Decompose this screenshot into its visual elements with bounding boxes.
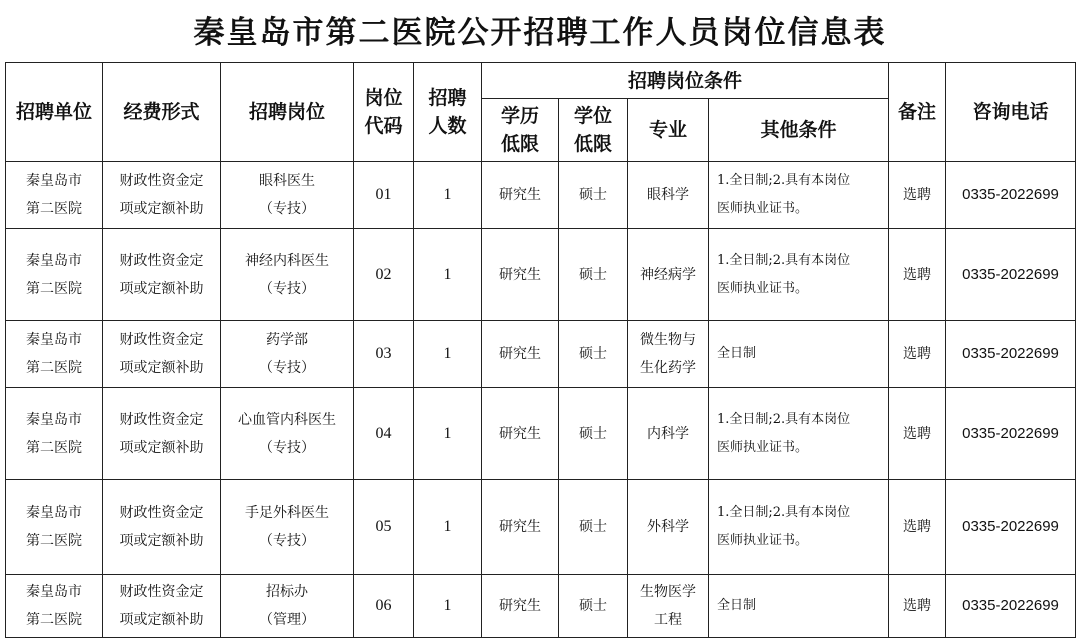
cell-funding (103, 229, 221, 321)
page-title: 秦皇岛市第二医院公开招聘工作人员岗位信息表 (193, 15, 887, 51)
table-row (6, 229, 1076, 321)
table-row (6, 162, 1076, 229)
cell-funding-line-2: 项或定额补助 (119, 439, 204, 456)
cell-post-line-1: 神经内科医生 (245, 252, 329, 269)
cell-post-line-2: （专技） (259, 360, 315, 376)
cell-other (709, 480, 889, 575)
header-count-line-1: 招聘 (428, 87, 467, 109)
cell-count: 1 (414, 575, 482, 638)
cell-funding-line-1: 财政性资金定 (119, 332, 204, 348)
cell-funding-line-2: 项或定额补助 (119, 533, 204, 549)
cell-degree: 硕士 (559, 575, 628, 638)
cell-code: 02 (354, 229, 414, 321)
cell-funding (103, 321, 221, 388)
cell-unit (6, 321, 103, 388)
cell-funding-line-1: 财政性资金定 (119, 505, 204, 521)
cell-major-line-1: 内科学 (647, 425, 689, 442)
cell-funding-line-1: 财政性资金定 (119, 411, 204, 428)
header-code (354, 63, 414, 162)
job-info-table (5, 62, 1076, 638)
cell-other-line-2: 医师执业证书。 (717, 533, 809, 548)
cell-funding-line-2: 项或定额补助 (119, 201, 204, 217)
header-count-line-2: 人数 (428, 115, 467, 137)
cell-funding-line-2: 项或定额补助 (119, 360, 204, 376)
cell-other-line-2: 医师执业证书。 (717, 280, 809, 296)
cell-funding-line-2: 项或定额补助 (119, 280, 204, 297)
cell-unit-line-1: 秦皇岛市 (26, 584, 82, 600)
header-other: 其他条件 (709, 99, 889, 162)
cell-phone: 0335-2022699 (946, 575, 1076, 638)
cell-post (221, 321, 354, 388)
cell-edu: 研究生 (482, 229, 559, 321)
cell-post (221, 480, 354, 575)
cell-unit-line-2: 第二医院 (26, 612, 82, 628)
cell-funding-line-1: 财政性资金定 (119, 252, 204, 269)
cell-other (709, 162, 889, 229)
cell-remark: 选聘 (889, 162, 946, 229)
cell-unit-line-1: 秦皇岛市 (26, 252, 82, 269)
cell-degree: 硕士 (559, 321, 628, 388)
cell-post-line-2: （专技） (259, 533, 315, 549)
cell-code: 04 (354, 388, 414, 480)
cell-other-line-1: 1.全日制;2.具有本岗位 (717, 173, 851, 188)
cell-post-line-1: 招标办 (266, 584, 308, 600)
header-row-1 (6, 63, 1076, 99)
cell-degree: 硕士 (559, 480, 628, 575)
cell-edu: 研究生 (482, 480, 559, 575)
cell-major (628, 162, 709, 229)
cell-post-line-1: 药学部 (266, 332, 308, 348)
header-conditions: 招聘岗位条件 (482, 63, 889, 99)
header-degree (559, 99, 628, 162)
header-degree-line-1: 学位 (573, 105, 612, 127)
cell-phone: 0335-2022699 (946, 162, 1076, 229)
table-row (6, 575, 1076, 638)
cell-other (709, 575, 889, 638)
cell-funding-line-2: 项或定额补助 (119, 612, 204, 628)
cell-remark: 选聘 (889, 575, 946, 638)
cell-post-line-2: （管理） (259, 612, 315, 628)
cell-other (709, 229, 889, 321)
cell-degree: 硕士 (559, 388, 628, 480)
cell-remark: 选聘 (889, 480, 946, 575)
header-remark: 备注 (889, 63, 946, 162)
cell-major-line-2: 工程 (654, 612, 682, 628)
header-funding: 经费形式 (103, 63, 221, 162)
cell-unit-line-1: 秦皇岛市 (26, 332, 82, 348)
cell-major (628, 229, 709, 321)
cell-edu: 研究生 (482, 321, 559, 388)
header-edu-line-1: 学历 (500, 105, 539, 127)
cell-phone: 0335-2022699 (946, 480, 1076, 575)
cell-count: 1 (414, 321, 482, 388)
cell-post (221, 388, 354, 480)
cell-code: 05 (354, 480, 414, 575)
cell-edu: 研究生 (482, 388, 559, 480)
cell-unit (6, 162, 103, 229)
cell-edu: 研究生 (482, 162, 559, 229)
cell-other-line-2: 医师执业证书。 (717, 439, 809, 455)
header-major: 专业 (628, 99, 709, 162)
table-row (6, 388, 1076, 480)
cell-post-line-2: （专技） (259, 439, 315, 456)
header-degree-line-2: 低限 (573, 133, 612, 155)
cell-count: 1 (414, 480, 482, 575)
cell-count: 1 (414, 162, 482, 229)
header-code-line-1: 岗位 (364, 87, 403, 109)
cell-code: 03 (354, 321, 414, 388)
cell-major-line-1: 神经病学 (640, 266, 696, 283)
cell-count: 1 (414, 229, 482, 321)
cell-major (628, 480, 709, 575)
cell-unit-line-1: 秦皇岛市 (26, 505, 82, 521)
cell-unit (6, 229, 103, 321)
header-count (414, 63, 482, 162)
cell-funding-line-1: 财政性资金定 (119, 173, 204, 189)
cell-unit-line-2: 第二医院 (26, 439, 82, 456)
cell-major-line-2: 生化药学 (640, 360, 696, 376)
cell-remark: 选聘 (889, 321, 946, 388)
cell-unit (6, 388, 103, 480)
cell-post (221, 229, 354, 321)
cell-other-line-1: 1.全日制;2.具有本岗位 (717, 252, 851, 268)
cell-post-line-2: （专技） (259, 280, 315, 297)
table-row (6, 321, 1076, 388)
cell-unit-line-2: 第二医院 (26, 280, 82, 297)
cell-unit (6, 575, 103, 638)
cell-major (628, 321, 709, 388)
cell-post-line-1: 手足外科医生 (245, 505, 329, 521)
cell-remark: 选聘 (889, 229, 946, 321)
cell-other-line-1: 1.全日制;2.具有本岗位 (717, 505, 851, 520)
cell-unit-line-2: 第二医院 (26, 360, 82, 376)
cell-major-line-1: 生物医学 (640, 584, 696, 600)
cell-post-line-1: 心血管内科医生 (238, 411, 336, 428)
cell-major-line-1: 外科学 (647, 519, 689, 535)
header-code-line-2: 代码 (364, 115, 403, 137)
header-phone: 咨询电话 (946, 63, 1076, 162)
cell-phone: 0335-2022699 (946, 388, 1076, 480)
cell-edu: 研究生 (482, 575, 559, 638)
cell-post (221, 575, 354, 638)
cell-degree: 硕士 (559, 162, 628, 229)
cell-unit-line-2: 第二医院 (26, 201, 82, 217)
cell-other (709, 321, 889, 388)
header-post: 招聘岗位 (221, 63, 354, 162)
cell-funding-line-1: 财政性资金定 (119, 584, 204, 600)
header-edu (482, 99, 559, 162)
cell-other-line-1: 全日制 (717, 598, 757, 613)
cell-funding (103, 388, 221, 480)
cell-other-line-1: 1.全日制;2.具有本岗位 (717, 411, 851, 427)
cell-major (628, 388, 709, 480)
cell-unit-line-2: 第二医院 (26, 533, 82, 549)
cell-unit-line-1: 秦皇岛市 (26, 411, 82, 428)
cell-unit-line-1: 秦皇岛市 (26, 173, 82, 189)
cell-code: 01 (354, 162, 414, 229)
cell-post-line-2: （专技） (259, 201, 315, 217)
cell-code: 06 (354, 575, 414, 638)
cell-other-line-1: 全日制 (717, 346, 757, 361)
cell-other-line-2: 医师执业证书。 (717, 201, 809, 216)
cell-phone: 0335-2022699 (946, 229, 1076, 321)
cell-major (628, 575, 709, 638)
cell-count: 1 (414, 388, 482, 480)
cell-other (709, 388, 889, 480)
cell-funding (103, 162, 221, 229)
cell-unit (6, 480, 103, 575)
cell-post (221, 162, 354, 229)
cell-major-line-1: 眼科学 (647, 187, 689, 203)
cell-funding (103, 480, 221, 575)
cell-major-line-1: 微生物与 (640, 332, 696, 348)
cell-remark: 选聘 (889, 388, 946, 480)
header-edu-line-2: 低限 (500, 133, 539, 155)
cell-funding (103, 575, 221, 638)
cell-phone: 0335-2022699 (946, 321, 1076, 388)
cell-post-line-1: 眼科医生 (259, 173, 315, 189)
cell-degree: 硕士 (559, 229, 628, 321)
header-unit: 招聘单位 (6, 63, 103, 162)
table-row (6, 480, 1076, 575)
